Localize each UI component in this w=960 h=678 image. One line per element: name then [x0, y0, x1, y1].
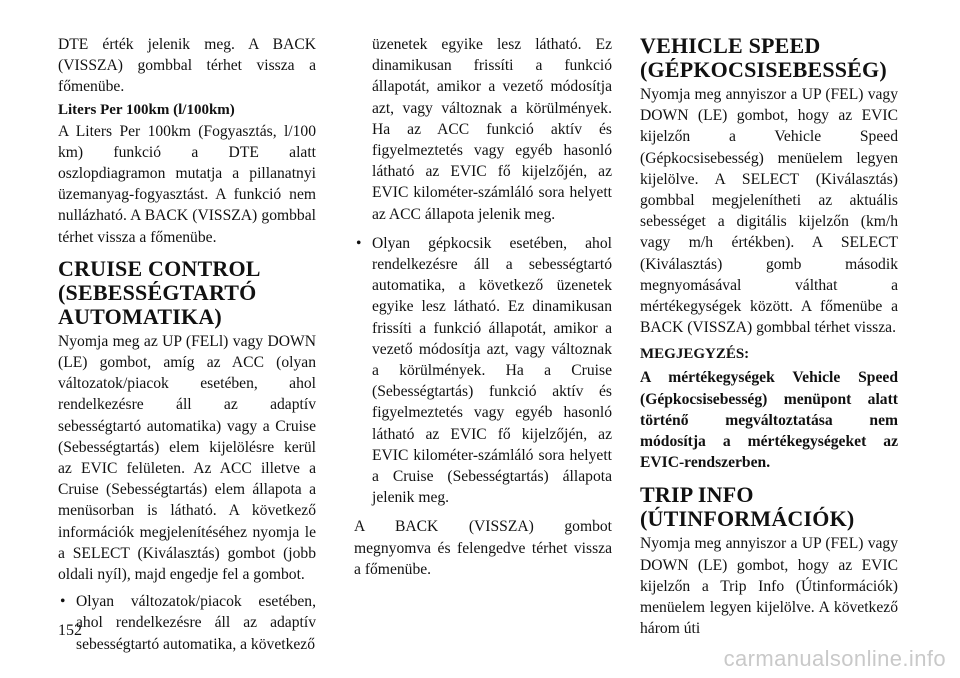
cruise-bullet-list [58, 591, 316, 655]
vehicle-speed-heading: VEHICLE SPEED (GÉPKOCSISEBESSÉG) [640, 33, 887, 82]
cruise-bullet-list-2 [354, 233, 612, 509]
page-number: 152 [58, 622, 82, 639]
note-label: MEGJEGYZÉS: [640, 346, 750, 363]
column-right [640, 34, 898, 639]
liters-paragraph: A Liters Per 100km (Fogyasztás, l/100 km) funkció a DTE alatt oszlopdiagramon mutatja a pillanatnyi üzemanyag-fogyasztást. A funkció nem nullázható. A BACK (VISSZA) gombbal térhet vissza a főmenübe. [58, 122, 316, 246]
trip-info-paragraph: Nyomja meg annyiszor a UP (FEL) vagy DOWN (LE) gombot, hogy az EVIC kijelzőn a Trip Info (Útinformációk) menüelem legyen kijelölve. A következő három úti [640, 535, 898, 638]
column-left [58, 34, 316, 663]
watermark: carmanualsonline.info [723, 646, 946, 671]
cruise-control-paragraph: Nyomja meg az UP (FELl) vagy DOWN (LE) gombot, amíg az ACC (olyan változatok/piacok esetében, ahol rendelkezésre áll az adaptív sebességtartó automatika) vagy a Cruise (Sebességtartás) elem kijelölésre kerül az EVIC felületen. Az ACC illetve a Cruise (Sebességtartás) elem állapota a menüsorban is látható. A következő információk megjelenítéséhez nyomja le a SELECT (Kiválasztás) gombot (jobb oldali nyíl), majd engedje fel a gombot. [58, 332, 316, 584]
bullet-acc-start: • Olyan változatok/piacok esetében, ahol rendelkezésre áll az adaptív sebességtartó automatika, a következő [58, 591, 316, 655]
intro-paragraph: DTE érték jelenik meg. A BACK (VISSZA) gombbal térhet vissza a főmenübe. [58, 36, 316, 96]
column-middle [354, 34, 612, 580]
liters-subheading: Liters Per 100km (l/100km) [58, 101, 235, 118]
bullet-cruise: • Olyan gépkocsik esetében, ahol rendelkezésre áll a sebességtartó automatika, a következő üzenetek egyike lesz látható. Ez dinamikusan frissíti a funkció állapotát, amikor a vezető módosítja azt, vagy változnak a körülmények. Ha a Cruise (Sebességtartás) funkció aktív és figyelmeztetés vagy egyéb hasonló látható az EVIC fő kijelzőjén, az EVIC kilométer-számláló sora helyett a Cruise (Sebességtartás) állapota jelenik meg. [354, 233, 612, 509]
cruise-control-heading: CRUISE CONTROL (SEBESSÉGTARTÓ AUTOMATIKA) [58, 255, 260, 329]
note-text: A mértékegységek Vehicle Speed (Gépkocsisebesség) menüpont alatt történő megváltoztatása nem módosítja a mértékegységeket az EVIC-rendszerben. [640, 369, 898, 472]
trip-info-heading: TRIP INFO (ÚTINFORMÁCIÓK) [640, 482, 855, 532]
bullet-acc-continued: üzenetek egyike lesz látható. Ez dinamikusan frissíti a funkció állapotát, amikor a vezető módosítja azt, vagy változnak a körülmények. Ha az ACC funkció aktív és figyelmeztetés vagy egyéb hasonló látható az EVIC fő kijelzőjén, az EVIC kilométer-számláló sora helyett az ACC állapota jelenik meg. [372, 36, 612, 223]
vehicle-speed-paragraph: Nyomja meg annyiszor a UP (FEL) vagy DOWN (LE) gombot, hogy az EVIC kijelzőn a Vehicle Speed (Gépkocsisebesség) menüelem legyen kijelölve. A SELECT (Kiválasztás) gombbal megjelenítheti az aktuális sebességet a digitális kijelzőn (km/h vagy m/h értékben). A SELECT (Kiválasztás) gomb második megnyomásával válthat a mértékegységek között. A főmenübe a BACK (VISSZA) gombbal térhet vissza. [640, 86, 898, 337]
back-paragraph: A BACK (VISSZA) gombot megnyomva és felengedve térhet vissza a főmenübe. [354, 518, 612, 578]
